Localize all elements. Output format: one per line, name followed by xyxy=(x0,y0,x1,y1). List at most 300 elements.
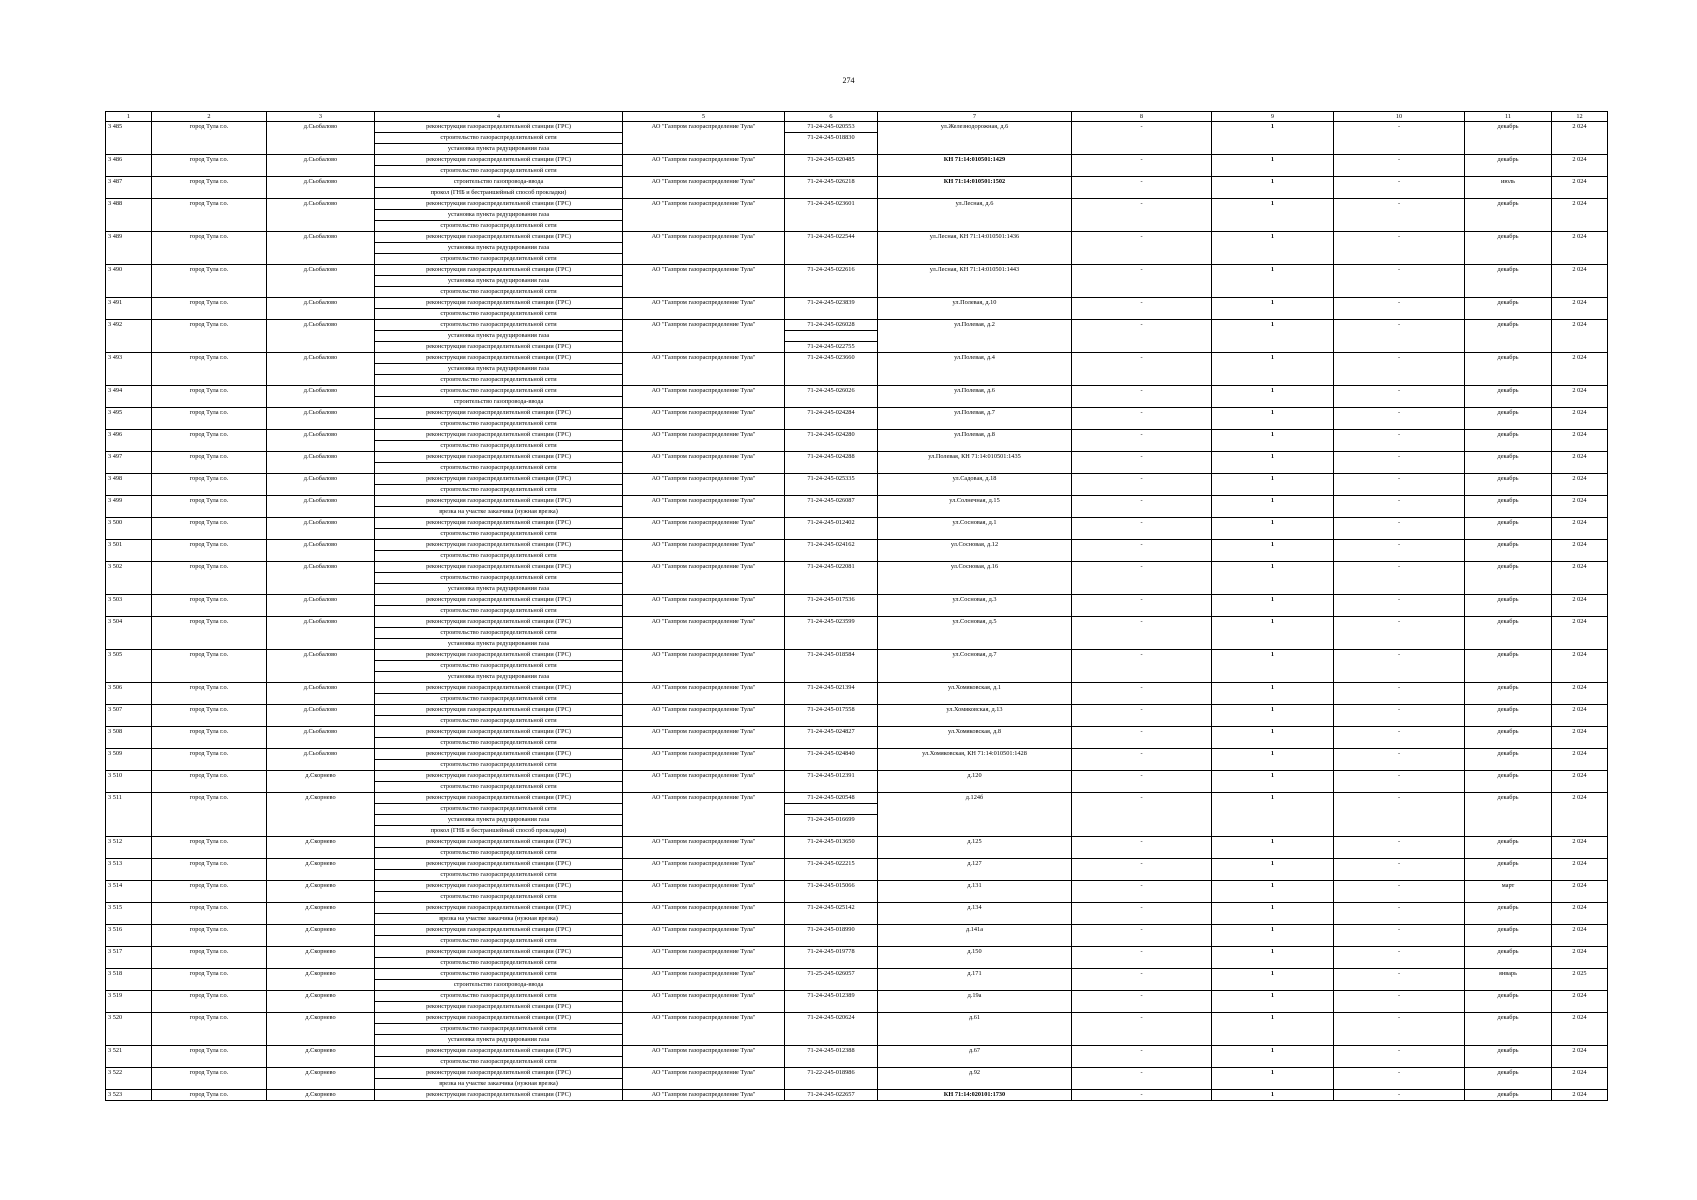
city-cell: город Тула г.о. xyxy=(152,518,267,540)
works-cell xyxy=(375,540,623,562)
col10-cell: - xyxy=(1334,595,1465,617)
column-header-8: 8 xyxy=(1072,112,1212,122)
col9-cell: 1 xyxy=(1212,991,1334,1013)
address-cell: д.120 xyxy=(878,771,1072,793)
works-cell-line: реконструкция газораспределительной станции (ГРС) xyxy=(426,497,571,504)
col9-cell: 1 xyxy=(1212,155,1334,177)
month-cell: январь xyxy=(1465,969,1552,991)
month-cell: декабрь xyxy=(1465,793,1552,837)
organization-cell: АО "Газпром газораспределение Тула" xyxy=(623,320,785,353)
col9-cell: 1 xyxy=(1212,771,1334,793)
place-cell: д.Скорнево xyxy=(267,837,375,859)
col9-cell: 1 xyxy=(1212,1013,1334,1046)
address-cell: д.61 xyxy=(878,1013,1072,1046)
works-cell-line: установка пункта редуцирования газа xyxy=(375,583,622,594)
row-number: 3 507 xyxy=(106,705,152,727)
col9-cell: 1 xyxy=(1212,474,1334,496)
organization-cell: АО "Газпром газораспределение Тула" xyxy=(623,199,785,232)
organization-cell: АО "Газпром газораспределение Тула" xyxy=(623,837,785,859)
city-cell: город Тула г.о. xyxy=(152,903,267,925)
row-number: 3 490 xyxy=(106,265,152,298)
col10-cell: - xyxy=(1334,925,1465,947)
works-cell xyxy=(375,496,623,518)
row-number: 3 518 xyxy=(106,969,152,991)
col10-cell: - xyxy=(1334,199,1465,232)
year-cell: 2 024 xyxy=(1552,518,1608,540)
year-cell: 2 024 xyxy=(1552,1013,1608,1046)
col8-cell: - xyxy=(1072,430,1212,452)
application-id-cell-line: 71-24-245-020553 xyxy=(807,123,855,130)
place-cell: д.Сьобалово xyxy=(267,595,375,617)
works-cell-line: установка пункта редуцирования газа xyxy=(375,1034,622,1045)
year-cell: 2 024 xyxy=(1552,947,1608,969)
application-id-cell-line: 71-24-245-023599 xyxy=(807,618,855,625)
col10-cell: - xyxy=(1334,518,1465,540)
works-cell-line: строительство газораспределительной сети xyxy=(375,759,622,770)
table-row xyxy=(106,430,1608,452)
application-id-cell xyxy=(785,683,878,705)
organization-cell: АО "Газпром газораспределение Тула" xyxy=(623,947,785,969)
month-cell: декабрь xyxy=(1465,650,1552,683)
works-cell-line: реконструкция газораспределительной станции (ГРС) xyxy=(426,200,571,207)
registry-table xyxy=(105,111,1608,1101)
col8-cell: - xyxy=(1072,474,1212,496)
works-cell-line: строительство газораспределительной сети xyxy=(440,321,557,328)
place-cell: д.Сьобалово xyxy=(267,430,375,452)
year-cell: 2 024 xyxy=(1552,683,1608,705)
organization-cell: АО "Газпром газораспределение Тула" xyxy=(623,177,785,199)
address-cell: ул.Лесная, КН 71:14:010501:1436 xyxy=(878,232,1072,265)
works-cell-line: реконструкция газораспределительной станции (ГРС) xyxy=(375,341,622,352)
month-cell: декабрь xyxy=(1465,452,1552,474)
address-cell: д.131 xyxy=(878,881,1072,903)
works-cell-line: реконструкция газораспределительной станции (ГРС) xyxy=(426,750,571,757)
col9-cell: 1 xyxy=(1212,881,1334,903)
city-cell: город Тула г.о. xyxy=(152,353,267,386)
works-cell-line: реконструкция газораспределительной станции (ГРС) xyxy=(426,431,571,438)
application-id-cell-line xyxy=(785,330,877,341)
city-cell: город Тула г.о. xyxy=(152,705,267,727)
works-cell-line: реконструкция газораспределительной станции (ГРС) xyxy=(426,684,571,691)
works-cell-line: установка пункта редуцирования газа xyxy=(375,242,622,253)
city-cell: город Тула г.о. xyxy=(152,1046,267,1068)
application-id-cell xyxy=(785,859,878,881)
works-cell xyxy=(375,947,623,969)
application-id-cell xyxy=(785,122,878,155)
place-cell: д.Скорнево xyxy=(267,1068,375,1090)
year-cell: 2 024 xyxy=(1552,1090,1608,1101)
col9-cell: 1 xyxy=(1212,969,1334,991)
works-cell-line: строительство газораспределительной сети xyxy=(375,528,622,539)
application-id-cell-line: 71-24-245-022215 xyxy=(807,860,855,867)
address-cell: д.19а xyxy=(878,991,1072,1013)
address-cell: ул.Полевая, д.4 xyxy=(878,353,1072,386)
application-id-cell-line: 71-25-245-026057 xyxy=(807,970,855,977)
month-cell: декабрь xyxy=(1465,474,1552,496)
application-id-cell xyxy=(785,925,878,947)
city-cell: город Тула г.о. xyxy=(152,1090,267,1101)
table-row xyxy=(106,925,1608,947)
application-id-cell xyxy=(785,1046,878,1068)
application-id-cell xyxy=(785,353,878,386)
row-number: 3 506 xyxy=(106,683,152,705)
works-cell-line: строительство газораспределительной сети xyxy=(375,869,622,880)
table-row xyxy=(106,749,1608,771)
month-cell: декабрь xyxy=(1465,232,1552,265)
works-cell-line: строительство газопровода-ввода xyxy=(453,178,544,185)
col8-cell: - xyxy=(1072,617,1212,650)
works-cell-line: строительство газораспределительной сети xyxy=(375,440,622,451)
row-number: 3 499 xyxy=(106,496,152,518)
col10-cell: - xyxy=(1334,947,1465,969)
month-cell: декабрь xyxy=(1465,353,1552,386)
place-cell: д.Скорнево xyxy=(267,859,375,881)
works-cell-line: реконструкция газораспределительной станции (ГРС) xyxy=(426,453,571,460)
table-row xyxy=(106,199,1608,232)
address-cell: ул.Сосновая, д.16 xyxy=(878,562,1072,595)
month-cell: декабрь xyxy=(1465,837,1552,859)
address-cell: КН 71:14:020101:1730 xyxy=(878,1090,1072,1101)
works-cell-line: реконструкция газораспределительной станции (ГРС) xyxy=(426,882,571,889)
works-cell-line: строительство газораспределительной сети xyxy=(375,165,622,176)
year-cell: 2 024 xyxy=(1552,925,1608,947)
month-cell: декабрь xyxy=(1465,386,1552,408)
month-cell: декабрь xyxy=(1465,518,1552,540)
address-cell: ул.Сосновая, д.1 xyxy=(878,518,1072,540)
table-row xyxy=(106,595,1608,617)
place-cell: д.Сьобалово xyxy=(267,408,375,430)
col8-cell: - xyxy=(1072,793,1212,837)
address-cell: д.125 xyxy=(878,837,1072,859)
organization-cell: АО "Газпром газораспределение Тула" xyxy=(623,1090,785,1101)
row-number: 3 504 xyxy=(106,617,152,650)
year-cell: 2 024 xyxy=(1552,749,1608,771)
year-cell: 2 024 xyxy=(1552,386,1608,408)
table-row xyxy=(106,969,1608,991)
works-cell xyxy=(375,1013,623,1046)
works-cell-line: реконструкция газораспределительной станции (ГРС) xyxy=(426,926,571,933)
address-cell: ул.Хомяковская, д.8 xyxy=(878,727,1072,749)
works-cell-line: реконструкция газораспределительной станции (ГРС) xyxy=(426,1091,571,1098)
application-id-cell-line: 71-24-245-026087 xyxy=(807,497,855,504)
col8-cell: - xyxy=(1072,298,1212,320)
application-id-cell xyxy=(785,771,878,793)
table-row xyxy=(106,122,1608,155)
works-cell-line: строительство газораспределительной сети xyxy=(375,715,622,726)
works-cell-line: реконструкция газораспределительной станции (ГРС) xyxy=(426,266,571,273)
works-cell-line: установка пункта редуцирования газа xyxy=(375,143,622,154)
year-cell: 2 024 xyxy=(1552,430,1608,452)
works-cell xyxy=(375,617,623,650)
place-cell: д.Скорнево xyxy=(267,947,375,969)
application-id-cell-line: 71-22-245-018986 xyxy=(807,1069,855,1076)
year-cell: 2 024 xyxy=(1552,298,1608,320)
year-cell: 2 024 xyxy=(1552,771,1608,793)
year-cell: 2 024 xyxy=(1552,562,1608,595)
works-cell-line: прокол (ГНБ и бестраншейный способ прокладки) xyxy=(375,825,622,836)
table-row xyxy=(106,991,1608,1013)
address-cell: ул.Полевая, д.10 xyxy=(878,298,1072,320)
table-row xyxy=(106,650,1608,683)
col9-cell: 1 xyxy=(1212,727,1334,749)
organization-cell: АО "Газпром газораспределение Тула" xyxy=(623,727,785,749)
col10-cell: - xyxy=(1334,837,1465,859)
year-cell: 2 024 xyxy=(1552,122,1608,155)
organization-cell: АО "Газпром газораспределение Тула" xyxy=(623,518,785,540)
works-cell-line: реконструкция газораспределительной станции (ГРС) xyxy=(426,475,571,482)
month-cell: декабрь xyxy=(1465,1046,1552,1068)
row-number: 3 502 xyxy=(106,562,152,595)
col8-cell: - xyxy=(1072,771,1212,793)
col9-cell: 1 xyxy=(1212,947,1334,969)
works-cell xyxy=(375,771,623,793)
year-cell: 2 024 xyxy=(1552,474,1608,496)
place-cell: д.Скорнево xyxy=(267,1013,375,1046)
col8-cell: - xyxy=(1072,155,1212,177)
works-cell xyxy=(375,518,623,540)
works-cell xyxy=(375,727,623,749)
col10-cell: - xyxy=(1334,1090,1465,1101)
works-cell-line: строительство газораспределительной сети xyxy=(375,737,622,748)
application-id-cell xyxy=(785,1090,878,1101)
application-id-cell-line: 71-24-245-024827 xyxy=(807,728,855,735)
place-cell: д.Сьобалово xyxy=(267,320,375,353)
application-id-cell xyxy=(785,1068,878,1090)
address-cell: ул.Хомяковская, д.1 xyxy=(878,683,1072,705)
col9-cell: 1 xyxy=(1212,859,1334,881)
table-row xyxy=(106,837,1608,859)
year-cell: 2 024 xyxy=(1552,617,1608,650)
place-cell: д.Сьобалово xyxy=(267,749,375,771)
month-cell: декабрь xyxy=(1465,947,1552,969)
month-cell: декабрь xyxy=(1465,1090,1552,1101)
works-cell-line: реконструкция газораспределительной станции (ГРС) xyxy=(426,233,571,240)
application-id-cell-line: 71-24-245-022081 xyxy=(807,563,855,570)
organization-cell: АО "Газпром газораспределение Тула" xyxy=(623,1046,785,1068)
column-header-9: 9 xyxy=(1212,112,1334,122)
application-id-cell xyxy=(785,1013,878,1046)
row-number: 3 517 xyxy=(106,947,152,969)
city-cell: город Тула г.о. xyxy=(152,320,267,353)
organization-cell: АО "Газпром газораспределение Тула" xyxy=(623,705,785,727)
works-cell xyxy=(375,837,623,859)
city-cell: город Тула г.о. xyxy=(152,925,267,947)
year-cell: 2 024 xyxy=(1552,265,1608,298)
col9-cell: 1 xyxy=(1212,298,1334,320)
address-cell: д.67 xyxy=(878,1046,1072,1068)
col8-cell: - xyxy=(1072,122,1212,155)
place-cell: д.Скорнево xyxy=(267,969,375,991)
place-cell: д.Сьобалово xyxy=(267,617,375,650)
works-cell-line: реконструкция газораспределительной станции (ГРС) xyxy=(426,838,571,845)
organization-cell: АО "Газпром газораспределение Тула" xyxy=(623,353,785,386)
works-cell-line: реконструкция газораспределительной станции (ГРС) xyxy=(426,618,571,625)
works-cell-line: врезка на участке заказчика (нужная врезка) xyxy=(375,913,622,924)
column-header-4: 4 xyxy=(375,112,623,122)
place-cell: д.Сьобалово xyxy=(267,474,375,496)
place-cell: д.Сьобалово xyxy=(267,518,375,540)
works-cell xyxy=(375,1090,623,1101)
col10-cell: - xyxy=(1334,683,1465,705)
col9-cell: 1 xyxy=(1212,837,1334,859)
works-cell-line: строительство газопровода-ввода xyxy=(375,979,622,990)
col9-cell: 1 xyxy=(1212,1090,1334,1101)
application-id-cell-line: 71-24-245-025335 xyxy=(807,475,855,482)
row-number: 3 514 xyxy=(106,881,152,903)
city-cell: город Тула г.о. xyxy=(152,232,267,265)
address-cell: ул.Полевая, д.8 xyxy=(878,430,1072,452)
application-id-cell-line: 71-24-245-024840 xyxy=(807,750,855,757)
city-cell: город Тула г.о. xyxy=(152,474,267,496)
organization-cell: АО "Газпром газораспределение Тула" xyxy=(623,122,785,155)
works-cell xyxy=(375,386,623,408)
application-id-cell-line: 71-24-245-017536 xyxy=(807,596,855,603)
col8-cell: - xyxy=(1072,683,1212,705)
col9-cell: 1 xyxy=(1212,518,1334,540)
col9-cell: 1 xyxy=(1212,595,1334,617)
col9-cell: 1 xyxy=(1212,925,1334,947)
col10-cell: - xyxy=(1334,991,1465,1013)
col9-cell: 1 xyxy=(1212,650,1334,683)
city-cell: город Тула г.о. xyxy=(152,991,267,1013)
works-cell-line: строительство газораспределительной сети xyxy=(375,418,622,429)
address-cell: ул.Солнечная, д.15 xyxy=(878,496,1072,518)
address-cell: ул.Полевая, д.2 xyxy=(878,320,1072,353)
works-cell-line: строительство газораспределительной сети xyxy=(440,992,557,999)
month-cell: декабрь xyxy=(1465,265,1552,298)
table-row xyxy=(106,518,1608,540)
organization-cell: АО "Газпром газораспределение Тула" xyxy=(623,793,785,837)
row-number: 3 497 xyxy=(106,452,152,474)
row-number: 3 503 xyxy=(106,595,152,617)
table-row xyxy=(106,177,1608,199)
month-cell: декабрь xyxy=(1465,595,1552,617)
works-cell-line: строительство газораспределительной сети xyxy=(375,572,622,583)
address-cell: д.150 xyxy=(878,947,1072,969)
organization-cell: АО "Газпром газораспределение Тула" xyxy=(623,749,785,771)
address-cell: ул.Сосновая, д.12 xyxy=(878,540,1072,562)
col8-cell: - xyxy=(1072,1090,1212,1101)
year-cell: 2 024 xyxy=(1552,1046,1608,1068)
address-cell: д.92 xyxy=(878,1068,1072,1090)
application-id-cell xyxy=(785,881,878,903)
city-cell: город Тула г.о. xyxy=(152,650,267,683)
works-cell xyxy=(375,452,623,474)
row-number: 3 511 xyxy=(106,793,152,837)
address-cell: ул.Хомяковская, КН 71:14:010501:1428 xyxy=(878,749,1072,771)
application-id-cell xyxy=(785,298,878,320)
place-cell: д.Скорнево xyxy=(267,903,375,925)
city-cell: город Тула г.о. xyxy=(152,430,267,452)
application-id-cell-line: 71-24-245-025142 xyxy=(807,904,855,911)
works-cell xyxy=(375,474,623,496)
application-id-cell-line: 71-24-245-018584 xyxy=(807,651,855,658)
table-row xyxy=(106,727,1608,749)
col8-cell: - xyxy=(1072,650,1212,683)
application-id-cell xyxy=(785,408,878,430)
col10-cell: - xyxy=(1334,474,1465,496)
col8-cell: - xyxy=(1072,452,1212,474)
col9-cell: 1 xyxy=(1212,1068,1334,1090)
place-cell: д.Скорнево xyxy=(267,991,375,1013)
application-id-cell xyxy=(785,452,878,474)
col8-cell: - xyxy=(1072,518,1212,540)
works-cell xyxy=(375,265,623,298)
city-cell: город Тула г.о. xyxy=(152,793,267,837)
col8-cell: - xyxy=(1072,969,1212,991)
row-number: 3 510 xyxy=(106,771,152,793)
works-cell xyxy=(375,705,623,727)
col8-cell: - xyxy=(1072,320,1212,353)
application-id-cell-line: 71-24-245-022755 xyxy=(785,341,877,352)
address-cell: ул.Полевая, КН 71:14:010501:1435 xyxy=(878,452,1072,474)
application-id-cell xyxy=(785,540,878,562)
column-header-1: 1 xyxy=(106,112,152,122)
works-cell-line: реконструкция газораспределительной станции (ГРС) xyxy=(426,1047,571,1054)
city-cell: город Тула г.о. xyxy=(152,1068,267,1090)
row-number: 3 516 xyxy=(106,925,152,947)
col8-cell: - xyxy=(1072,232,1212,265)
application-id-cell xyxy=(785,496,878,518)
application-id-cell xyxy=(785,199,878,232)
year-cell: 2 024 xyxy=(1552,155,1608,177)
works-cell-line: строительство газораспределительной сети xyxy=(375,462,622,473)
month-cell: декабрь xyxy=(1465,749,1552,771)
col9-cell: 1 xyxy=(1212,452,1334,474)
col8-cell: - xyxy=(1072,903,1212,925)
col10-cell: - xyxy=(1334,386,1465,408)
place-cell: д.Сьобалово xyxy=(267,452,375,474)
month-cell: декабрь xyxy=(1465,408,1552,430)
works-cell-line: прокол (ГНБ и бестраншейный способ прокладки) xyxy=(375,187,622,198)
works-cell-line: строительство газораспределительной сети xyxy=(375,781,622,792)
works-cell xyxy=(375,881,623,903)
table-row xyxy=(106,320,1608,353)
col8-cell: - xyxy=(1072,925,1212,947)
address-cell: д.171 xyxy=(878,969,1072,991)
month-cell: декабрь xyxy=(1465,155,1552,177)
col10-cell: - xyxy=(1334,727,1465,749)
application-id-cell xyxy=(785,705,878,727)
application-id-cell-line: 71-24-245-026026 xyxy=(807,387,855,394)
application-id-cell-line: 71-24-245-022544 xyxy=(807,233,855,240)
works-cell-line: реконструкция газораспределительной станции (ГРС) xyxy=(426,354,571,361)
col9-cell: 1 xyxy=(1212,683,1334,705)
works-cell-line: строительство газораспределительной сети xyxy=(375,220,622,231)
col9-cell: 1 xyxy=(1212,617,1334,650)
application-id-cell xyxy=(785,727,878,749)
application-id-cell xyxy=(785,155,878,177)
month-cell: март xyxy=(1465,881,1552,903)
works-cell xyxy=(375,408,623,430)
works-cell xyxy=(375,683,623,705)
month-cell: декабрь xyxy=(1465,496,1552,518)
col8-cell: - xyxy=(1072,947,1212,969)
works-cell-line: установка пункта редуцирования газа xyxy=(375,638,622,649)
address-cell: ул.Садовая, д.18 xyxy=(878,474,1072,496)
works-cell-line: реконструкция газораспределительной станции (ГРС) xyxy=(426,860,571,867)
works-cell-line: строительство газораспределительной сети xyxy=(375,935,622,946)
month-cell: декабрь xyxy=(1465,925,1552,947)
year-cell: 2 024 xyxy=(1552,353,1608,386)
column-header-7: 7 xyxy=(878,112,1072,122)
works-cell xyxy=(375,1046,623,1068)
month-cell: декабрь xyxy=(1465,298,1552,320)
year-cell: 2 024 xyxy=(1552,793,1608,837)
application-id-cell xyxy=(785,650,878,683)
col10-cell: - xyxy=(1334,903,1465,925)
city-cell: город Тула г.о. xyxy=(152,122,267,155)
